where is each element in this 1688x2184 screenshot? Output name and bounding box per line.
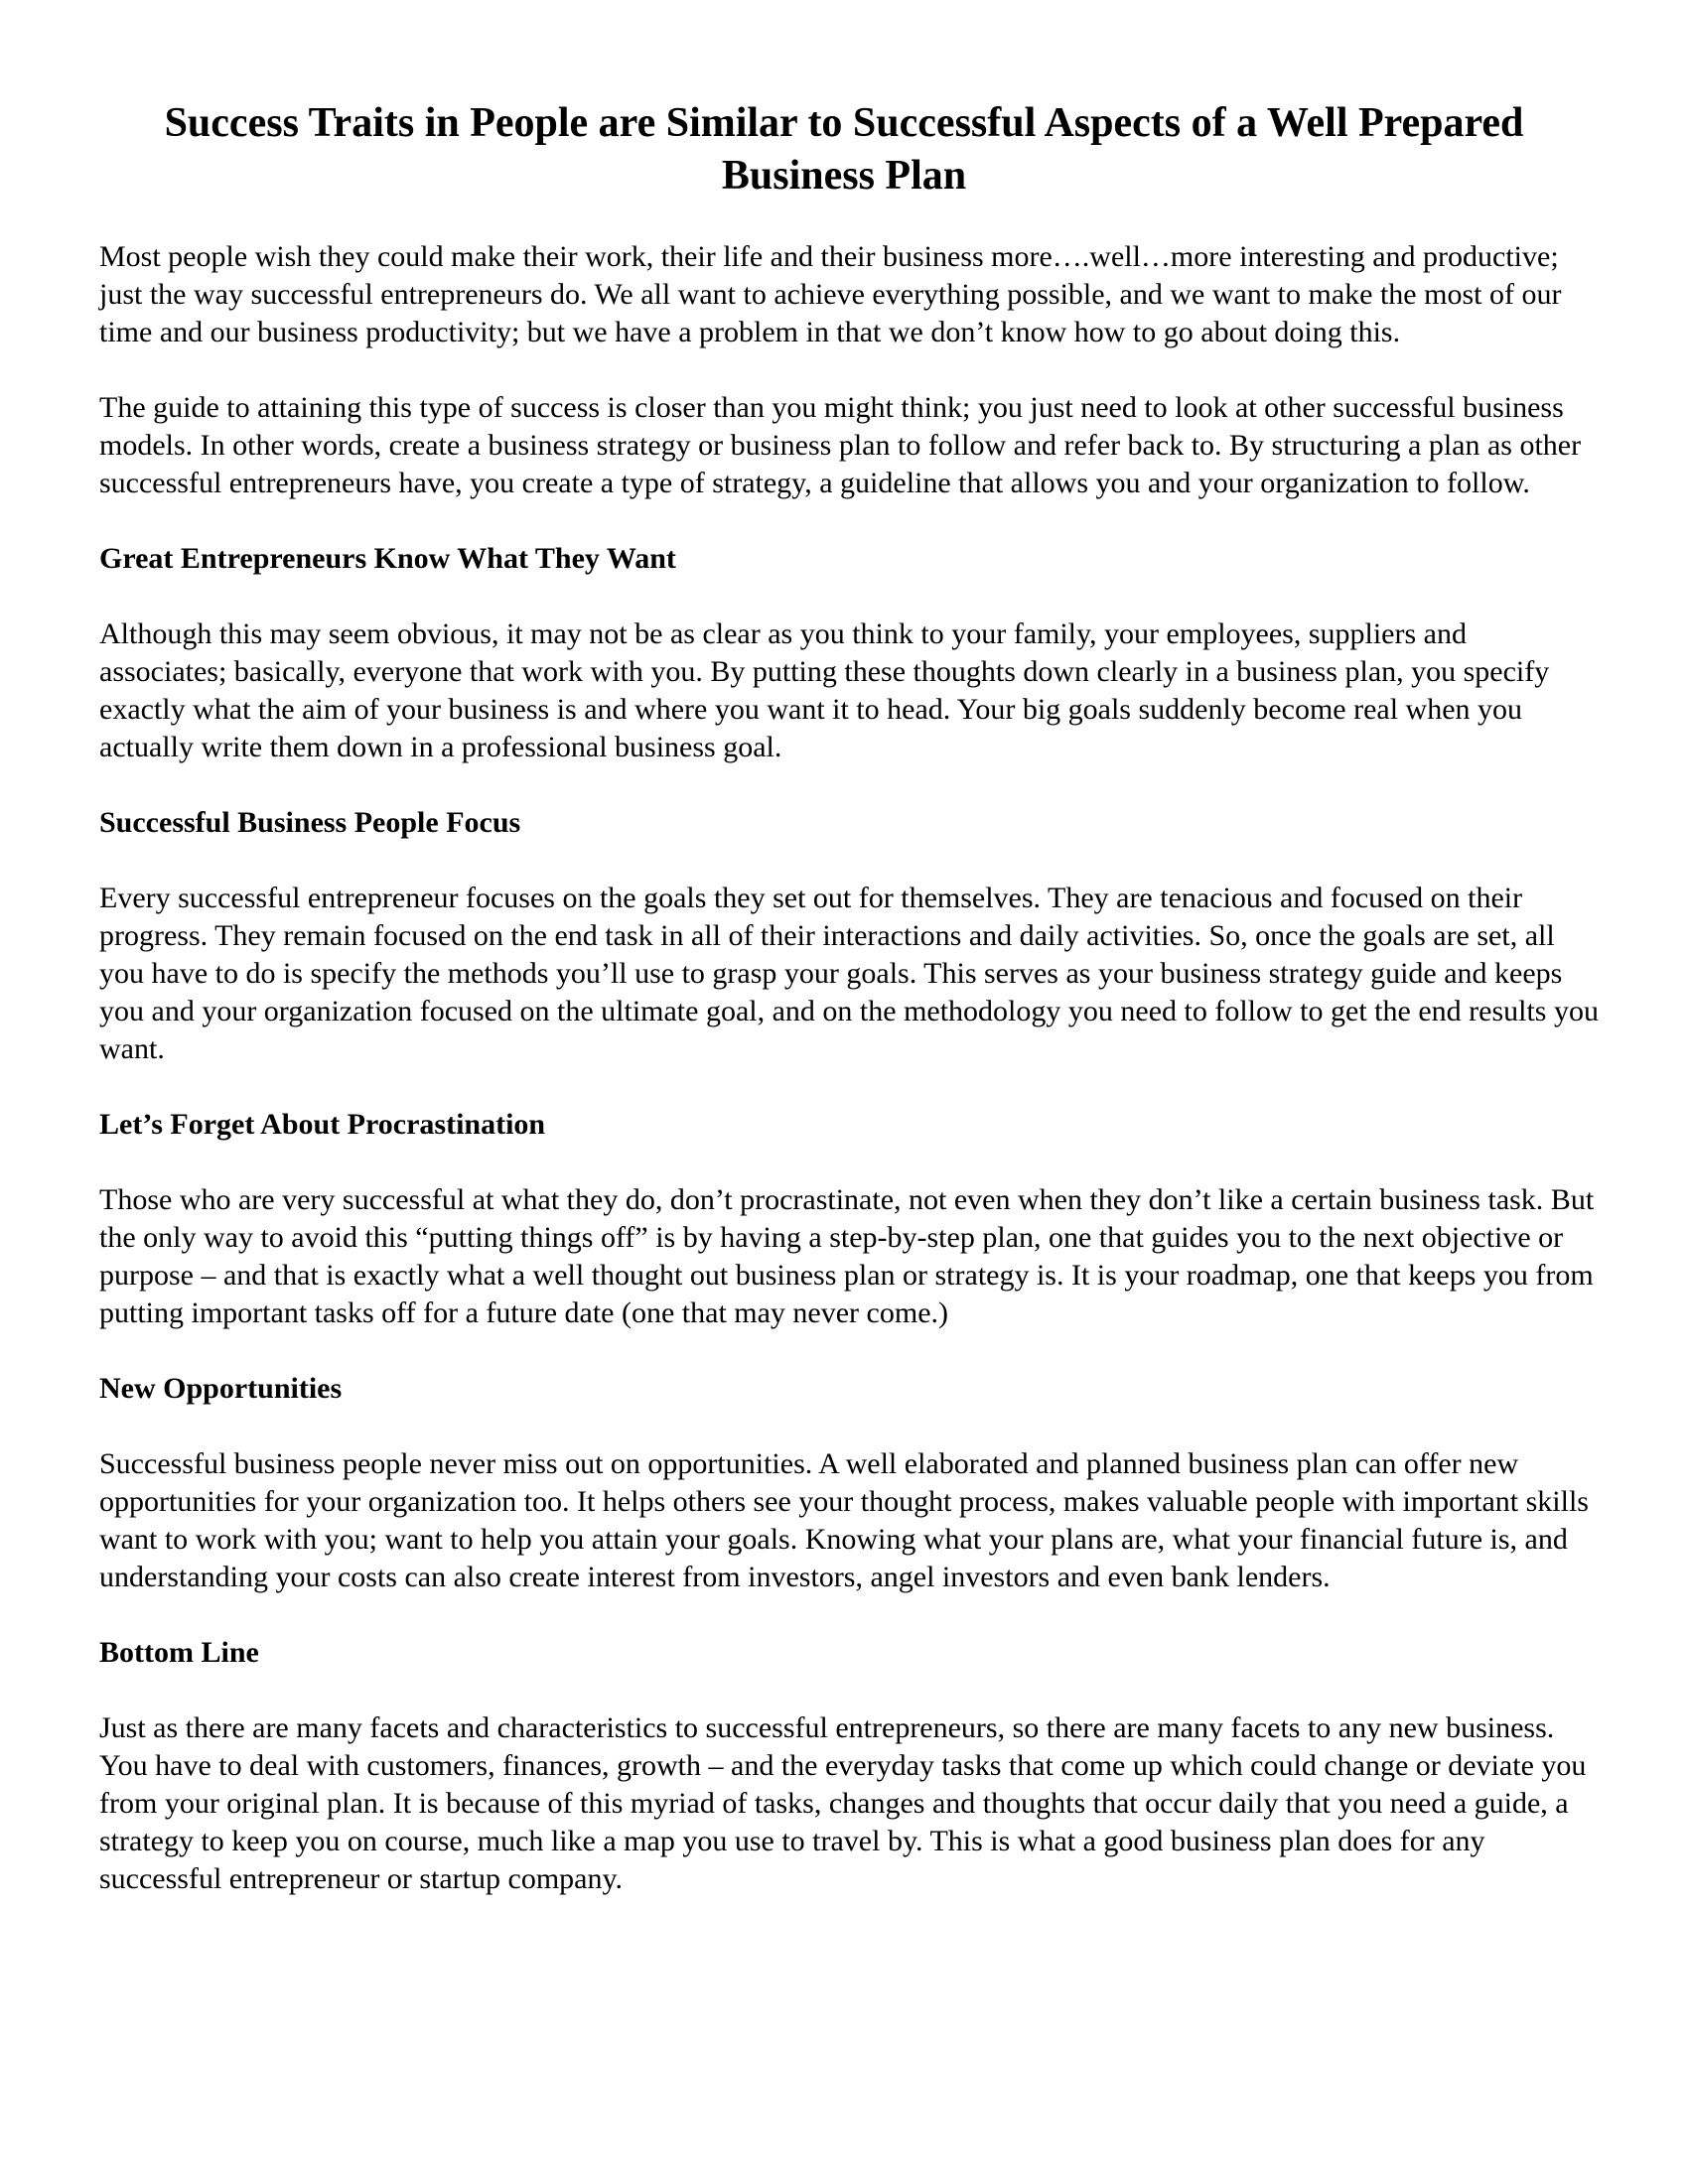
section-body-new-opportunities: Successful business people never miss out on opportunities. A well elaborated and planned business plan can offer new opportunities for your organization too. It helps others see your thought process, makes valuable people with important skills want to work with you; want to help you attain your goals. Knowing what your plans are, what your financial future is, and understanding your costs can also create interest from investors, angel investors and even bank lenders. xyxy=(99,1447,1589,1593)
section-body-know-what-they-want: Although this may seem obvious, it may not be as clear as you think to your family, your employees, suppliers and associates; basically, everyone that work with you. By putting these thoughts down clearly in a business plan, you specify exactly what the aim of your business is and where you want it to head. Your big goals suddenly become real when you actually write them down in a professional business goal. xyxy=(99,617,1550,763)
section-heading-bottom-line: Bottom Line xyxy=(99,1636,259,1669)
intro-paragraph-1: Most people wish they could make their work, their life and their business more….well…more interesting and productive; just the way successful entrepreneurs do. We all want to achieve everything possible, and we want to make the most of our time and our business productivity; but we have a problem in that we don’t know how to go about doing this. xyxy=(99,240,1562,348)
section-heading-new-opportunities: New Opportunities xyxy=(99,1372,343,1405)
section-heading-procrastination: Let’s Forget About Procrastination xyxy=(99,1108,546,1141)
document-title: Success Traits in People are Similar to Successful Aspects of a Well Prepared Business Plan xyxy=(164,100,1524,199)
section-heading-know-what-they-want: Great Entrepreneurs Know What They Want xyxy=(99,542,676,575)
section-heading-focus: Successful Business People Focus xyxy=(99,806,521,839)
intro-paragraph-2: The guide to attaining this type of success is closer than you might think; you just need to look at other successful business models. In other words, create a business strategy or business plan to follow and refer back to. By structuring a plan as other successful entrepreneurs have, you create a type of strategy, a guideline that allows you and your organization to follow. xyxy=(99,391,1582,499)
section-body-focus: Every successful entrepreneur focuses on the goals they set out for themselves. They are tenacious and focused on their progress. They remain focused on the end task in all of their interactions and daily activities. So, once the goals are set, all you have to do is specify the methods you’ll use to grasp your goals. This serves as your business strategy guide and keeps you and your organization focused on the ultimate goal, and on the methodology you need to follow to get the end results you want. xyxy=(99,882,1599,1065)
section-body-procrastination: Those who are very successful at what they do, don’t procrastinate, not even when they don’t like a certain business task. But the only way to avoid this “putting things off” is by having a step-by-step plan, one that guides you to the next objective or purpose – and that is exactly what a well thought out business plan or strategy is. It is your roadmap, one that keeps you from putting important tasks off for a future date (one that may never come.) xyxy=(99,1183,1595,1329)
section-body-bottom-line: Just as there are many facets and characteristics to successful entrepreneurs, so there are many facets to any new business. You have to deal with customers, finances, growth – and the everyday tasks that come up which could change or deviate you from your original plan. It is because of this myriad of tasks, changes and thoughts that occur daily that you need a guide, a strategy to keep you on course, much like a map you use to travel by. This is what a good business plan does for any successful entrepreneur or startup company. xyxy=(99,1711,1587,1895)
document-body xyxy=(99,238,1599,1936)
